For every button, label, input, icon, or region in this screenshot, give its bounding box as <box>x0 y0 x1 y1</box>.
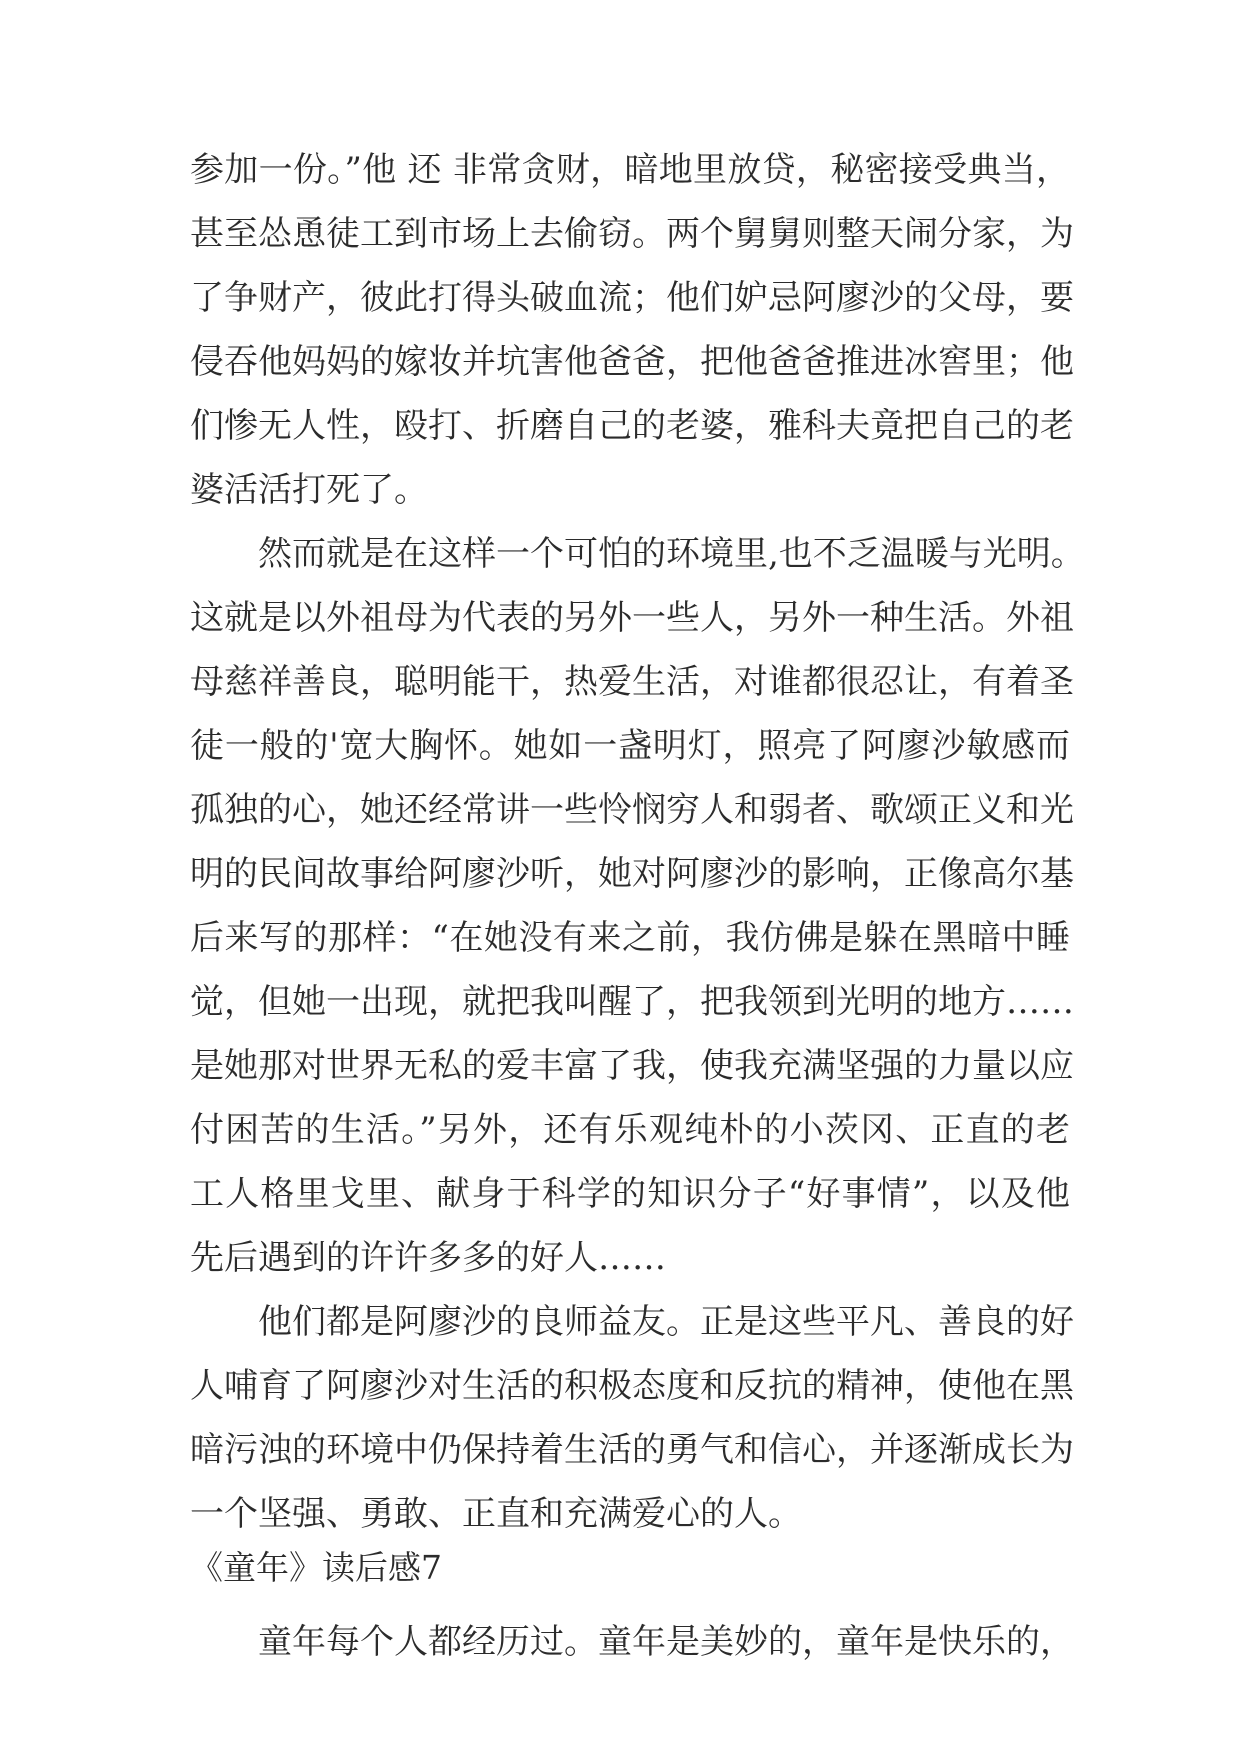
paragraph-line: 侵吞他妈妈的嫁妆并坑害他爸爸，把他爸爸推进冰窖里；他 <box>190 342 1074 382</box>
section-heading: 《童年》读后感7 <box>190 1548 442 1587</box>
paragraph-line: 是她那对世界无私的爱丰富了我，使我充满坚强的力量以应 <box>190 1046 1074 1086</box>
paragraph-line: 暗污浊的环境中仍保持着生活的勇气和信心，并逐渐成长为 <box>190 1430 1074 1470</box>
paragraph-line: 人哺育了阿廖沙对生活的积极态度和反抗的精神，使他在黑 <box>190 1366 1074 1406</box>
paragraph-line: 甚至怂恿徒工到市场上去偷窃。两个舅舅则整天闹分家，为 <box>190 214 1074 254</box>
paragraph-line: 徒一般的'宽大胸怀。她如一盏明灯，照亮了阿廖沙敏感而 <box>190 726 1070 766</box>
paragraph-line: 先后遇到的许许多多的好人…… <box>190 1238 666 1278</box>
paragraph-line: 童年每个人都经历过。童年是美妙的，童年是快乐的， <box>258 1622 1074 1662</box>
paragraph-line: 后来写的那样：“在她没有来之前，我仿佛是躲在黑暗中睡 <box>190 918 1070 958</box>
paragraph-line: 他们都是阿廖沙的良师益友。正是这些平凡、善良的好 <box>258 1302 1074 1342</box>
paragraph-line: 孤独的心，她还经常讲一些怜悯穷人和弱者、歌颂正义和光 <box>190 790 1074 830</box>
paragraph-line: 然而就是在这样一个可怕的环境里,也不乏温暖与光明。 <box>258 534 1085 574</box>
paragraph-line: 觉，但她一出现，就把我叫醒了，把我领到光明的地方…… <box>190 982 1074 1022</box>
paragraph-line: 工人格里戈里、献身于科学的知识分子“好事情”，以及他 <box>190 1174 1070 1214</box>
paragraph-line: 参加一份。”他 还 非常贪财，暗地里放贷，秘密接受典当， <box>190 150 1070 190</box>
paragraph-line: 婆活活打死了。 <box>190 470 428 510</box>
paragraph-line: 们惨无人性，殴打、折磨自己的老婆，雅科夫竟把自己的老 <box>190 406 1074 446</box>
paragraph-line: 了争财产，彼此打得头破血流；他们妒忌阿廖沙的父母，要 <box>190 278 1074 318</box>
paragraph-line: 这就是以外祖母为代表的另外一些人，另外一种生活。外祖 <box>190 598 1074 638</box>
paragraph-line: 明的民间故事给阿廖沙听，她对阿廖沙的影响，正像高尔基 <box>190 854 1074 894</box>
paragraph-line: 母慈祥善良，聪明能干，热爱生活，对谁都很忍让，有着圣 <box>190 662 1074 702</box>
paragraph-line: 一个坚强、勇敢、正直和充满爱心的人。 <box>190 1494 802 1534</box>
paragraph-line: 付困苦的生活。”另外，还有乐观纯朴的小茨冈、正直的老 <box>190 1110 1070 1150</box>
